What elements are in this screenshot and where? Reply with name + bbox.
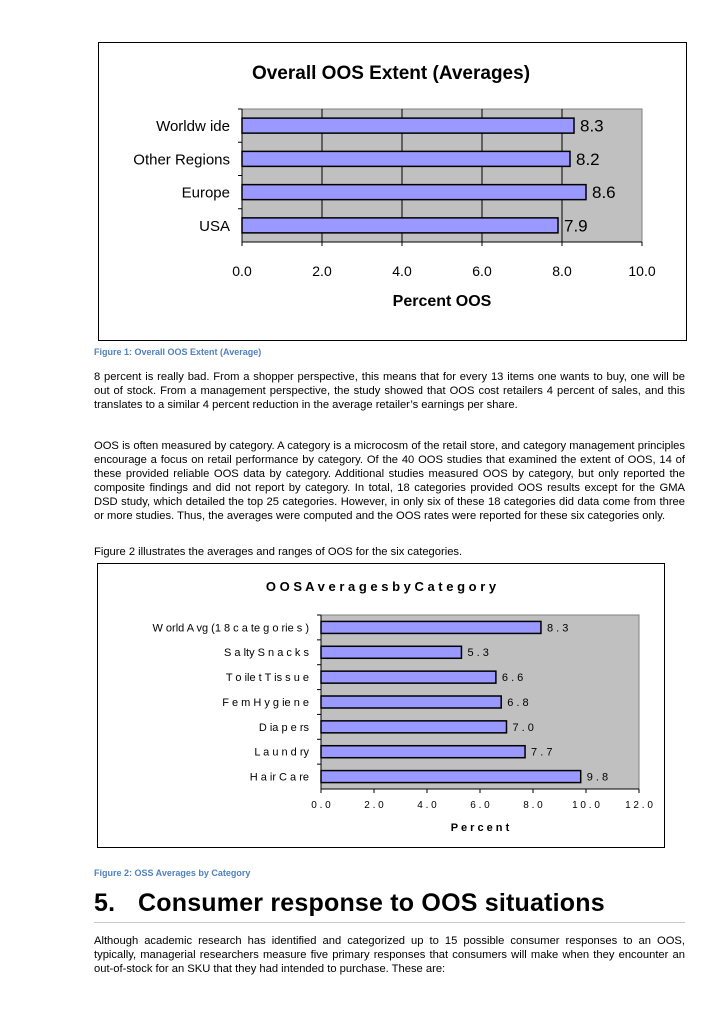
figure-1-chart — [98, 42, 687, 341]
x-tick-label: 0 . 0 — [311, 800, 331, 811]
oos-category-chart-svg — [98, 564, 664, 847]
x-tick-label: 2 . 0 — [364, 800, 384, 811]
section-title: Consumer response to OOS situations — [138, 889, 605, 917]
x-tick-label: 0.0 — [232, 263, 252, 279]
bar — [242, 151, 570, 166]
bar — [242, 185, 586, 200]
data-label: 8.3 — [580, 116, 604, 136]
category-label: T o ile t T is s u e — [225, 672, 309, 685]
paragraph-figure-2-intro: Figure 2 illustrates the averages and ranges of OOS for the six categories. — [94, 546, 463, 558]
figure-2-chart — [97, 563, 665, 848]
x-tick-label: 6.0 — [472, 263, 492, 279]
bar — [321, 746, 525, 758]
category-label: F e m H y g ie n e — [222, 696, 309, 709]
x-tick-label: 1 0 . 0 — [572, 800, 600, 811]
bar — [321, 696, 501, 708]
figure-2-caption: Figure 2: OSS Averages by Category — [94, 868, 251, 878]
x-tick-label: 8.0 — [552, 263, 572, 279]
chart-title: Overall OOS Extent (Averages) — [251, 63, 531, 84]
x-tick-label: 2.0 — [312, 263, 332, 279]
category-label: Worldw ide — [156, 118, 230, 136]
bar — [321, 646, 461, 658]
data-label: 6 . 6 — [501, 672, 524, 685]
bar — [242, 218, 558, 233]
bar — [321, 721, 507, 733]
x-axis-title: Percent OOS — [392, 293, 492, 310]
category-label: USA — [199, 217, 230, 235]
data-label: 7 . 7 — [531, 746, 553, 759]
x-tick-label: 1 2 . 0 — [625, 800, 653, 811]
section-number: 5. — [94, 889, 116, 917]
bar — [242, 118, 574, 133]
figure-1-caption: Figure 1: Overall OOS Extent (Average) — [94, 347, 262, 357]
paragraph-oos-by-category: OOS is often measured by category. A category is a microcosm of the retail store, and category management principles encourage a focus on retail performance by category. Of the 40 OOS studies that examined the extent of OOS, 14 of these provided reliable OOS data by category. Additional studies measured OOS by category, but only reported the composite findings and did not report by category. In total, 18 categories provided OOS results except for the GMA DSD study, which detailed the top 25 categories. However, in only six of these 18 categories did data come from three or more studies. Thus, the averages were computed and the OOS rates were reported for these six categories only. — [94, 440, 685, 522]
x-tick-label: 4.0 — [392, 263, 412, 279]
data-label: 8.6 — [592, 183, 616, 203]
category-label: L a u n d ry — [254, 746, 309, 759]
bar — [321, 771, 581, 783]
category-label: Europe — [181, 184, 230, 202]
x-tick-label: 10.0 — [628, 263, 656, 279]
data-label: 6 . 8 — [507, 696, 529, 709]
data-label: 7.9 — [564, 216, 588, 236]
data-label: 5 . 3 — [467, 647, 489, 660]
section-heading — [94, 889, 685, 923]
chart-title: O O S A v e r a g e s b y C a t e g o r y — [265, 579, 497, 594]
data-label: 8 . 3 — [546, 622, 569, 635]
x-axis-title: P e r c e n t — [450, 822, 510, 834]
x-tick-label: 4 . 0 — [417, 800, 437, 811]
data-label: 9 . 8 — [586, 771, 609, 784]
x-tick-label: 6 . 0 — [470, 800, 490, 811]
category-label: S a lty S n a c k s — [224, 647, 309, 660]
data-label: 7 . 0 — [512, 721, 534, 734]
category-label: D ia p e rs — [258, 721, 309, 734]
bar — [321, 671, 496, 683]
oos-extent-chart-svg — [99, 43, 686, 340]
paragraph-consumer-responses: Although academic research has identified and categorized up to 15 possible consumer responses to an OOS, typically, managerial researchers measure five primary responses that consumers will make when they encounter an out-of-stock for an SKU that they had intended to purchase. These are: — [94, 935, 685, 975]
paragraph-oos-cost: 8 percent is really bad. From a shopper perspective, this means that for every 13 items one wants to buy, one will be out of stock. From a management perspective, the study showed that OOS cost retailers 4 percent of sales, and this translates to a similar 4 percent reduction in the average retailer’s earnings per share. — [94, 371, 685, 411]
data-label: 8.2 — [576, 149, 600, 169]
x-tick-label: 8 . 0 — [523, 800, 543, 811]
bar — [321, 621, 541, 633]
category-label: W orld A vg (1 8 c a te g o rie s ) — [152, 622, 309, 635]
category-label: H a ir C a re — [249, 771, 309, 784]
category-label: Other Regions — [133, 151, 230, 169]
